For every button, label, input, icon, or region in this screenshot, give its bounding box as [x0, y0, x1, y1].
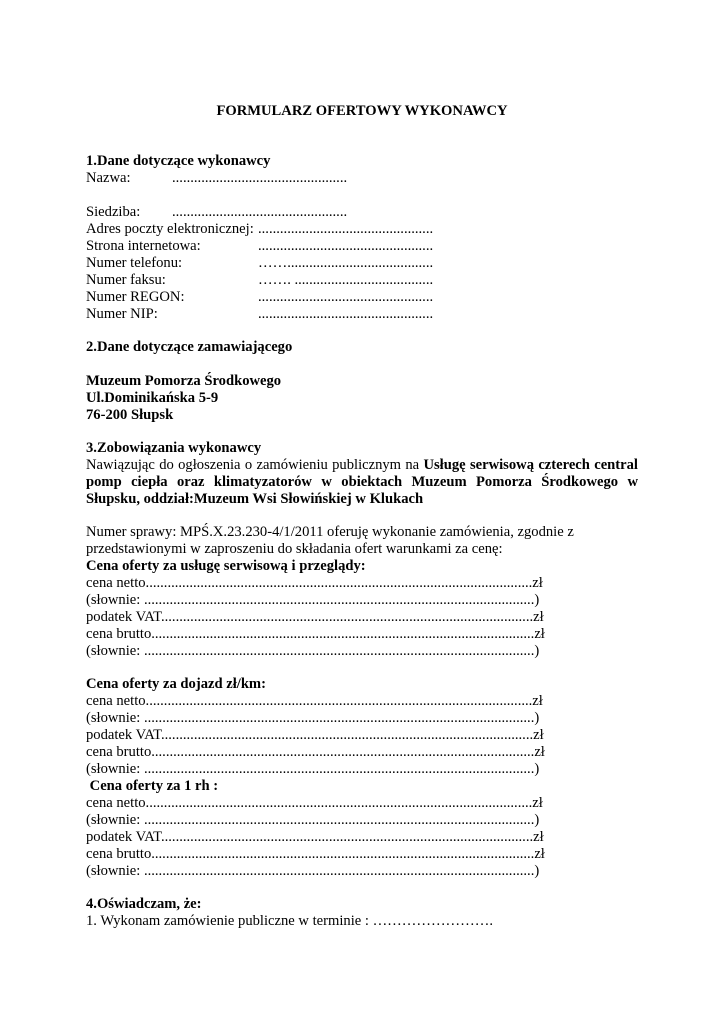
offer-1-words-1: (słownie: ...........................................................................................................) — [86, 592, 540, 608]
field-seat-label: Siedziba: — [86, 204, 141, 220]
field-website-dots: ................................................ — [258, 238, 434, 254]
section-1-heading: 1.Dane dotyczące wykonawcy — [86, 153, 271, 169]
offer-2-heading: Cena oferty za dojazd zł/km: — [86, 676, 266, 692]
offer-1-net: cena netto..........................................................................................................zł — [86, 575, 543, 591]
section-2-heading: 2.Dane dotyczące zamawiającego — [86, 339, 293, 355]
section-3-heading: 3.Zobowiązania wykonawcy — [86, 440, 262, 456]
offer-1-heading: Cena oferty za usługę serwisową i przeglądy: — [86, 558, 366, 574]
offer-3-words-2: (słownie: ...........................................................................................................) — [86, 863, 540, 879]
field-email-dots: ................................................ — [258, 221, 434, 237]
intro-bold-1: Usługę serwisową czterech central — [423, 457, 638, 473]
intro-plain: Nawiązując do ogłoszenia o zamówieniu publicznym na — [86, 457, 420, 473]
offer-2-words-2: (słownie: ...........................................................................................................) — [86, 761, 540, 777]
offer-1-words-2: (słownie: ...........................................................................................................) — [86, 643, 540, 659]
contractor-street: Ul.Dominikańska 5-9 — [86, 390, 219, 406]
offer-3-net: cena netto..........................................................................................................zł — [86, 795, 543, 811]
case-line-2: przedstawionymi w zaproszeniu do składania ofert warunkami za cenę: — [86, 541, 503, 557]
field-name-dots: ................................................ — [172, 170, 348, 186]
intro-line-2: pomp ciepła oraz klimatyzatorów w obiektach Muzeum Pomorza Środkowego w — [86, 474, 638, 490]
declaration-item-1: 1. Wykonam zamówienie publiczne w terminie : ……………………. — [86, 913, 493, 929]
field-fax-label: Numer faksu: — [86, 272, 166, 288]
contractor-name: Muzeum Pomorza Środkowego — [86, 373, 282, 389]
offer-3-vat: podatek VAT......................................................................................................zł — [86, 829, 544, 845]
field-nip-dots: ................................................ — [258, 306, 434, 322]
field-phone-label: Numer telefonu: — [86, 255, 183, 271]
case-line-1: Numer sprawy: MPŚ.X.23.230-4/1/2011 oferuję wykonanie zamówienia, zgodnie z — [86, 524, 574, 540]
field-fax-dots: ……. ...................................... — [258, 272, 434, 288]
field-regon-dots: ................................................ — [258, 289, 434, 305]
offer-3-words-1: (słownie: ...........................................................................................................) — [86, 812, 540, 828]
offer-3-heading: Cena oferty za 1 rh : — [86, 778, 219, 794]
field-email-label: Adres poczty elektronicznej: — [86, 221, 254, 237]
field-regon-label: Numer REGON: — [86, 289, 185, 305]
offer-3-gross: cena brutto.........................................................................................................zł — [86, 846, 545, 862]
field-website-label: Strona internetowa: — [86, 238, 201, 254]
form-title: FORMULARZ OFERTOWY WYKONAWCY — [216, 103, 508, 119]
offer-2-words-1: (słownie: ...........................................................................................................) — [86, 710, 540, 726]
contractor-city: 76-200 Słupsk — [86, 407, 174, 423]
field-name-label: Nazwa: — [86, 170, 131, 186]
intro-line-1 — [86, 457, 638, 474]
offer-2-gross: cena brutto.........................................................................................................zł — [86, 744, 545, 760]
field-nip-label: Numer NIP: — [86, 306, 158, 322]
offer-2-vat: podatek VAT......................................................................................................zł — [86, 727, 544, 743]
section-4-heading: 4.Oświadczam, że: — [86, 896, 202, 912]
intro-line-3: Słupsku, oddział:Muzeum Wsi Słowińskiej w Klukach — [86, 491, 424, 507]
offer-2-net: cena netto..........................................................................................................zł — [86, 693, 543, 709]
field-seat-dots: ................................................ — [172, 204, 348, 220]
field-phone-dots: ……........................................ — [258, 255, 434, 271]
offer-1-vat: podatek VAT......................................................................................................zł — [86, 609, 544, 625]
offer-1-gross: cena brutto.........................................................................................................zł — [86, 626, 545, 642]
